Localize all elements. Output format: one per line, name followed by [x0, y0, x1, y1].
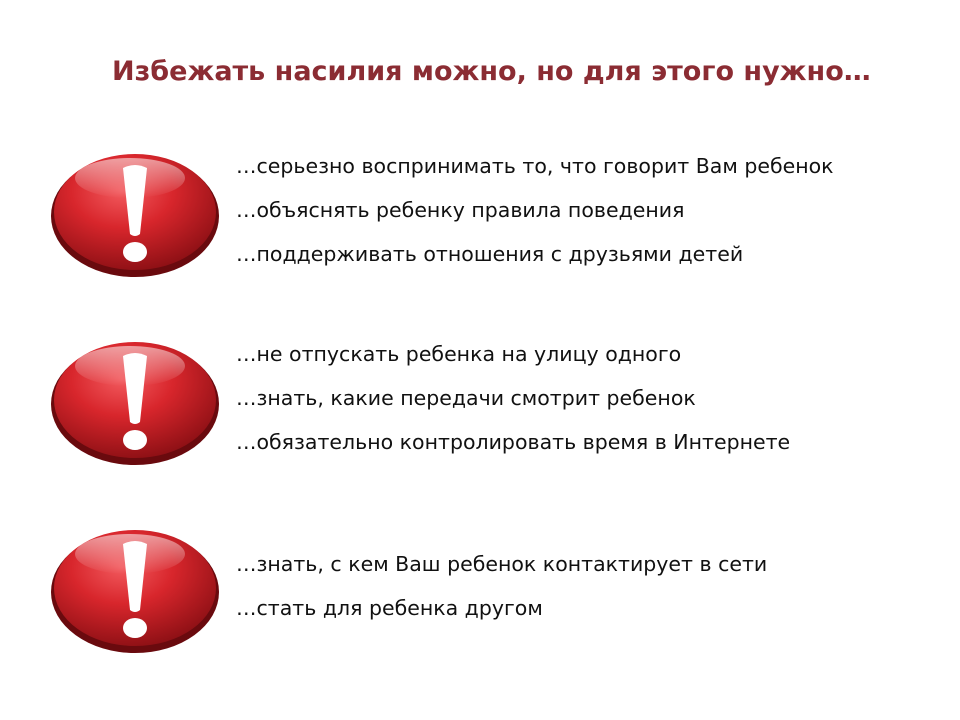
list-item: …серьезно воспринимать то, что говорит Вам ребенок — [236, 154, 834, 178]
list-item: …обязательно контролировать время в Интернете — [236, 430, 791, 454]
advice-list-1 — [236, 150, 834, 282]
advice-list-2 — [236, 338, 790, 470]
list-item: …поддерживать отношения с друзьями детей — [236, 242, 744, 266]
list-item: …знать, с кем Ваш ребенок контактирует в сети — [236, 552, 768, 576]
exclamation-icon — [50, 148, 220, 278]
exclamation-icon — [50, 524, 220, 654]
list-item: …знать, какие передачи смотрит ребенок — [236, 386, 696, 410]
list-item: …стать для ребенка другом — [236, 596, 543, 620]
list-item: …объяснять ребенку правила поведения — [236, 198, 685, 222]
advice-list-3 — [236, 548, 767, 636]
list-item: …не отпускать ребенка на улицу одного — [236, 342, 682, 366]
slide-title: Избежать насилия можно, но для этого нужно… — [112, 56, 871, 87]
exclamation-icon — [50, 336, 220, 466]
